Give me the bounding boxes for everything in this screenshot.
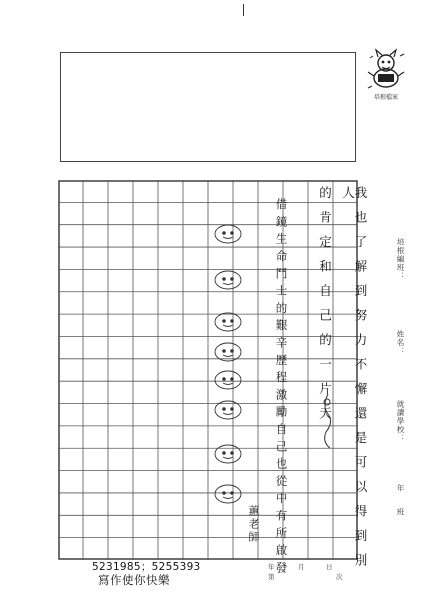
date-month-label: 月 xyxy=(298,563,305,571)
logo-caption: 培根檔案 xyxy=(373,94,398,101)
sequence-prefix-label: 第 xyxy=(268,573,275,581)
name-label: 姓名： xyxy=(396,330,405,356)
phone-numbers: 5231985；5255393 xyxy=(92,561,201,573)
essay-column-2: 的肯定和自己的一片天 xyxy=(317,186,333,431)
teacher-comment: 借鏡生命鬥士的艱辛歷程激勵自己也從中有所啟發 xyxy=(274,198,289,579)
cartoon-mascot-icon xyxy=(364,46,408,94)
sequence-suffix-label: 次 xyxy=(336,573,343,581)
header-blank-box xyxy=(60,52,356,162)
teacher-signature: 蕙老師 xyxy=(247,505,260,544)
date-year-label: 年 xyxy=(268,563,275,571)
essay-column-1: 我也了解到努力不懈還是可以得到別人 xyxy=(340,186,368,578)
sticker-stamps xyxy=(208,222,248,518)
date-day-label: 日 xyxy=(326,563,333,571)
school-name-label: 培根編班： xyxy=(396,238,405,281)
footer-slogan: 寫作使你快樂 xyxy=(98,573,170,587)
school-label: 就讀學校： xyxy=(396,400,405,443)
class-label: 班 xyxy=(396,508,405,517)
stray-mark xyxy=(243,4,244,16)
year-label: 年 xyxy=(396,484,405,493)
doodle-swirl xyxy=(318,392,340,452)
